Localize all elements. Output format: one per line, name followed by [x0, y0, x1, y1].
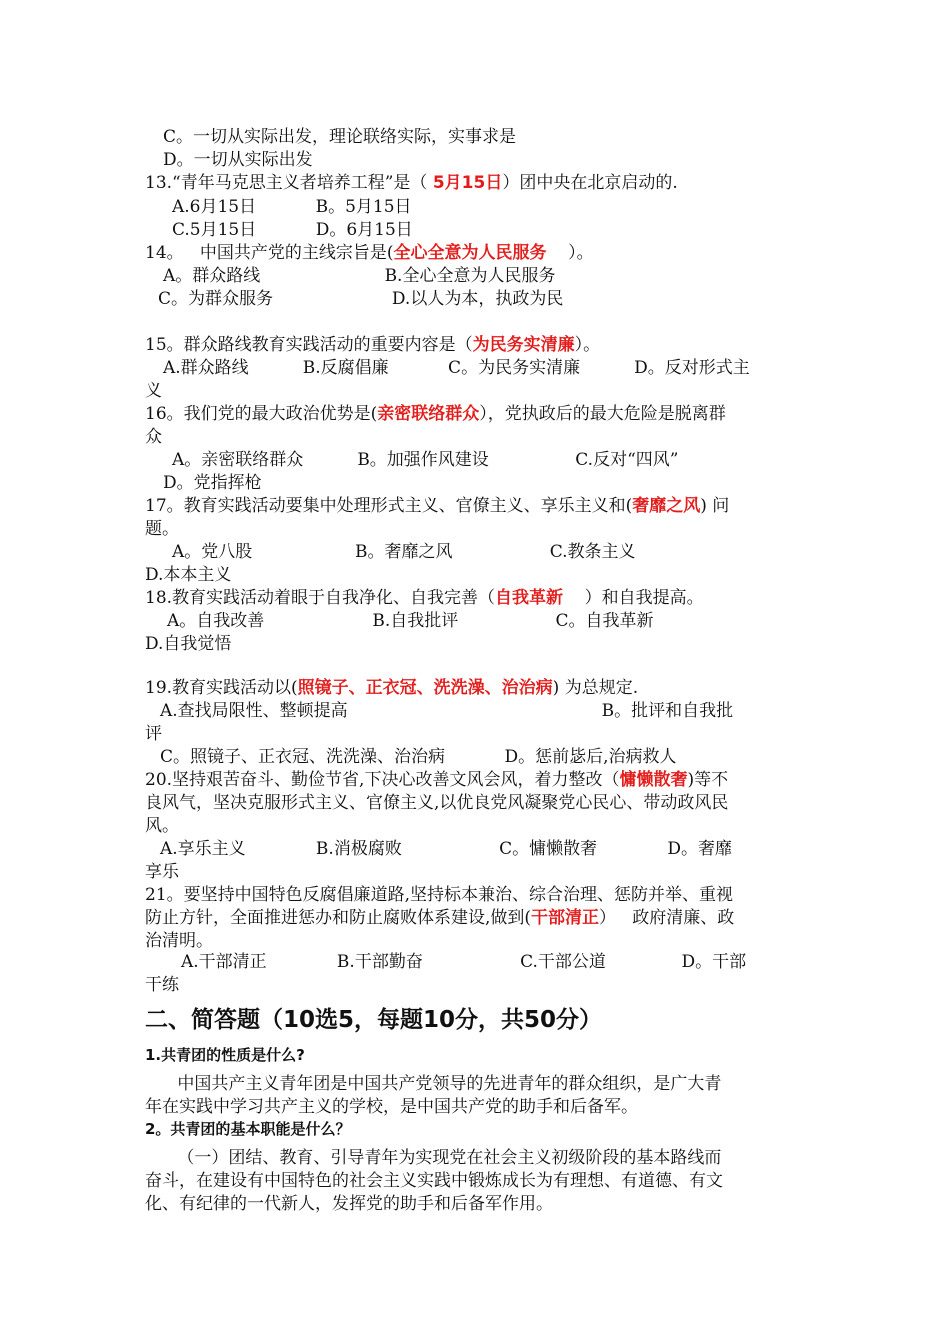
line-text: 中国共产主义青年团是中国共产党领导的先进青年的群众组织，是广大青 [145, 1074, 722, 1094]
line-text-tail: ），党执政后的最大危险是脱离群 [479, 404, 726, 424]
line-text: 治清明。 [145, 931, 213, 951]
text-line [160, 700, 733, 722]
answer-highlight: 亲密联络群众 [377, 404, 480, 424]
text-line [160, 838, 732, 860]
text-line [145, 1147, 721, 1169]
line-text: 年在实践中学习共产主义的学校，是中国共产党的助手和后备军。 [145, 1097, 638, 1117]
text-line [163, 357, 750, 379]
text-line [145, 792, 728, 814]
line-text: A.享乐主义 B.消极腐败 C。慵懒散奢 D。奢靡 [160, 839, 732, 859]
line-text-tail: ）团中央在北京启动的. [502, 173, 678, 193]
text-line [158, 288, 563, 310]
text-line [145, 518, 179, 540]
line-text: 评 [145, 724, 162, 744]
line-text: 风。 [145, 816, 179, 836]
text-line [163, 472, 262, 494]
line-text: 义 [145, 381, 162, 401]
line-text: A.查找局限性、整顿提高 B。批评和自我批 [160, 701, 734, 721]
text-line [163, 265, 555, 287]
line-text: 干练 [145, 975, 179, 995]
text-line [145, 1073, 721, 1095]
answer-highlight: 干部清正 [531, 908, 600, 928]
text-line [145, 495, 729, 517]
line-text-tail: ） 政府清廉、政 [599, 908, 735, 928]
line-text: D.本本主义 [145, 565, 232, 585]
text-line [145, 1096, 638, 1118]
line-text: A。党八股 B。奢靡之风 C.教条主义 [172, 542, 636, 562]
line-text: C。为群众服务 D.以人为本，执政为民 [158, 289, 564, 309]
answer-highlight: 照镜子、正衣冠、洗洗澡、治治病 [297, 678, 553, 698]
line-text-tail: ) 为总规定. [552, 678, 639, 698]
line-text: A。群众路线 B.全心全意为人民服务 [163, 266, 556, 286]
answer-highlight: 奢靡之风 [632, 496, 701, 516]
text-line [145, 633, 231, 655]
text-line [172, 196, 412, 218]
line-text: A.干部清正 B.干部勤奋 C.干部公道 D。干部 [181, 952, 747, 972]
line-text: D.自我觉悟 [145, 634, 232, 654]
text-line [145, 815, 179, 837]
text-line [163, 149, 313, 171]
text-line [145, 334, 600, 356]
line-text: 17。教育实践活动要集中处理形式主义、官僚主义、享乐主义和( [145, 496, 633, 516]
text-line [145, 1193, 553, 1215]
line-text: 13.“青年马克思主义者培养工程”是（ [145, 173, 433, 193]
text-line [145, 242, 594, 264]
answer-highlight: 慵懒散奢 [619, 770, 688, 790]
line-text: 15。群众路线教育实践活动的重要内容是（ [145, 335, 473, 355]
text-line [145, 677, 638, 699]
line-text-tail: ）。 [574, 335, 601, 355]
text-line [145, 723, 162, 745]
line-text: 18.教育实践活动着眼于自我净化、自我完善（ [145, 588, 496, 608]
text-line [163, 126, 516, 148]
line-text: C.5月15日 D。6月15日 [172, 220, 413, 240]
line-text: 化、有纪律的一代新人，发挥党的助手和后备军作用。 [145, 1194, 553, 1214]
text-line [172, 219, 413, 241]
text-line [172, 449, 678, 471]
line-text: C。照镜子、正衣冠、洗洗澡、治治病 D。惩前毖后,治病救人 [160, 747, 677, 767]
line-text: 21。要坚持中国特色反腐倡廉道路,坚持标本兼治、综合治理、惩防并举、重视 [145, 885, 734, 905]
text-line [145, 930, 213, 952]
line-text: A。亲密联络群众 B。加强作风建设 C.反对“四风” [172, 450, 679, 470]
line-text: D。一切从实际出发 [163, 150, 313, 170]
line-text: 14。 中国共产党的主线宗旨是( [145, 243, 394, 263]
line-text: A.6月15日 B。5月15日 [172, 197, 412, 217]
text-line [160, 746, 676, 768]
short-answer-question-2: 2。共青团的基本职能是什么？ [145, 1120, 351, 1138]
line-text: A.群众路线 B.反腐倡廉 C。为民务实清廉 D。反对形式主 [163, 358, 750, 378]
text-line [145, 564, 231, 586]
text-line [145, 403, 726, 425]
line-text: A。自我改善 B.自我批评 C。自我革新 [167, 611, 654, 631]
text-line [145, 426, 162, 448]
text-line [145, 907, 734, 929]
text-line [167, 610, 654, 632]
line-text: D。党指挥枪 [163, 473, 262, 493]
text-line [145, 861, 179, 883]
line-text: 奋斗，在建设有中国特色的社会主义实践中锻炼成长为有理想、有道德、有文 [145, 1171, 723, 1191]
answer-highlight: 为民务实清廉 [472, 335, 575, 355]
line-text: 题。 [145, 519, 179, 539]
text-line [181, 951, 746, 973]
line-text: （一）团结、教育、引导青年为实现党在社会主义初级阶段的基本路线而 [145, 1148, 722, 1168]
text-line [145, 172, 678, 194]
line-text-tail: ）。 [546, 243, 594, 263]
line-text: C。一切从实际出发，理论联络实际，实事求是 [163, 127, 517, 147]
line-text: 20.坚持艰苦奋斗、勤俭节省,下决心改善文风会风，着力整改（ [145, 770, 620, 790]
line-text: 享乐 [145, 862, 179, 882]
text-line [145, 380, 162, 402]
line-text: 16。我们党的最大政治优势是( [145, 404, 378, 424]
text-line [145, 587, 704, 609]
line-text: 良风气，坚决克服形式主义、官僚主义,以优良党风凝聚党心民心、带动政风民 [145, 793, 729, 813]
line-text: 众 [145, 427, 162, 447]
section-title: 二、简答题（10选5，每题10分，共50分） [145, 1007, 603, 1033]
short-answer-question-1: 1.共青团的性质是什么? [145, 1046, 305, 1064]
text-line [145, 974, 179, 996]
line-text: 防止方针，全面推进惩办和防止腐败体系建设,做到( [145, 908, 532, 928]
text-line [145, 884, 733, 906]
line-text-tail: ）和自我提高。 [563, 588, 704, 608]
line-text-tail: ) 问 [700, 496, 730, 516]
text-line [172, 541, 636, 563]
text-line [145, 1170, 723, 1192]
answer-highlight: 全心全意为人民服务 [393, 243, 547, 263]
line-text-tail: )等不 [687, 770, 729, 790]
line-text: 19.教育实践活动以( [145, 678, 298, 698]
answer-highlight: 自我革新 [495, 588, 564, 608]
answer-highlight: 5月15日 [432, 173, 503, 193]
text-line [145, 769, 728, 791]
